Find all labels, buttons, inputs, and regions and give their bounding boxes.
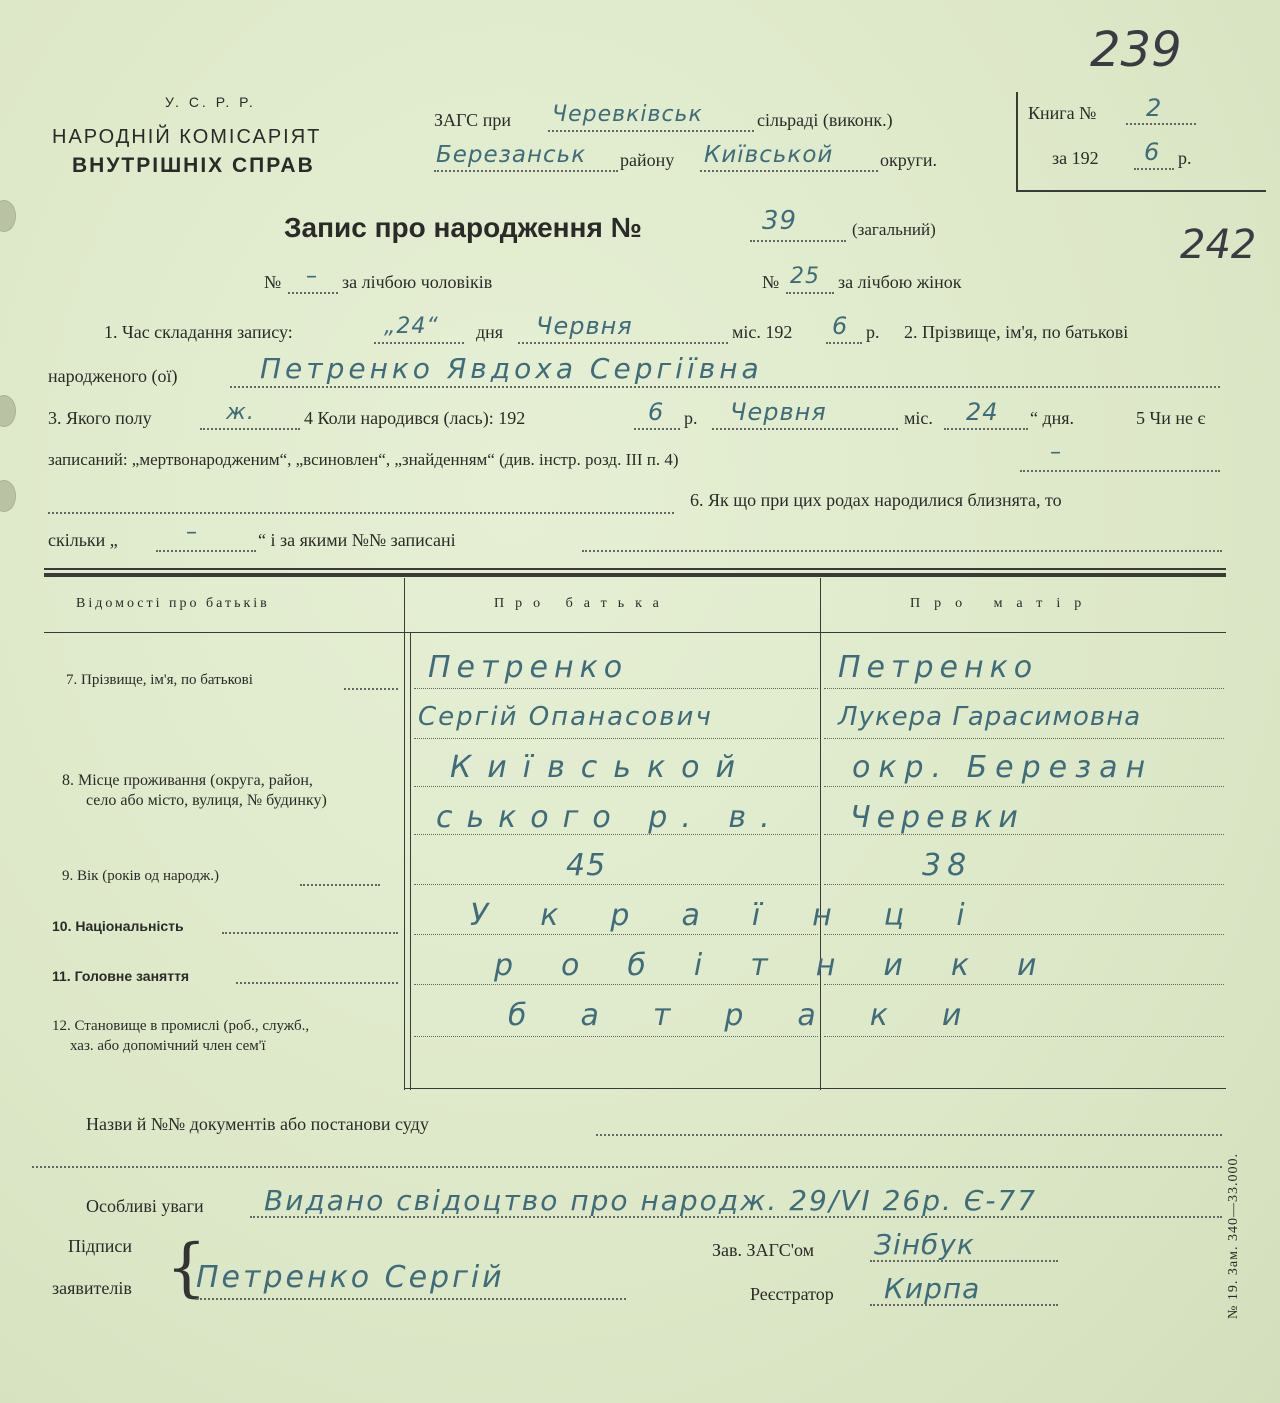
header-ussr: У. С. Р. Р. (165, 94, 256, 110)
dotted-line (824, 688, 1224, 689)
field-4-r: р. (684, 408, 698, 428)
row-12-label-b: хаз. або допомічний член сем'ї (70, 1038, 266, 1054)
row-8-label-b: село або місто, вулиця, № будинку) (86, 792, 327, 809)
women-count-value: 25 (790, 264, 820, 289)
dotted-line (200, 428, 300, 430)
child-full-name: Петренко Явдоха Сергіївна (260, 352, 763, 385)
dotted-line (374, 342, 464, 344)
parents-nationality: Українці (470, 898, 1017, 933)
dotted-line (156, 550, 256, 552)
dotted-line (944, 428, 1028, 430)
dotted-line (582, 550, 1222, 552)
women-count-prefix: № (762, 272, 780, 292)
field-1-year: 6 (832, 312, 849, 340)
book-label: Книга № (1028, 103, 1097, 123)
book-year-digit: 6 (1144, 138, 1161, 166)
header-commissariat: НАРОДНІЙ КОМІСАРІЯТ (52, 126, 322, 148)
dotted-line (548, 130, 754, 132)
book-box-bottom-border (1016, 190, 1266, 192)
women-count-label: за лічбою жінок (838, 272, 962, 292)
field-2-label: 2. Прізвище, ім'я, по батькові (904, 322, 1129, 342)
table-head-mother: Про матір (910, 596, 1096, 611)
field-5-label-b: записаний: „мертвонародженим“, „всиновлен“, „знайденням“ (див. інстр. розд. III п. 4) (48, 450, 679, 469)
field-4-day-word: “ дня. (1030, 408, 1075, 428)
dotted-line (414, 786, 818, 787)
dotted-line (344, 688, 398, 690)
header-internal-affairs: ВНУТРІШНІХ СПРАВ (72, 154, 315, 177)
dotted-line (824, 934, 1224, 935)
row-9-label: 9. Вік (років од народж.) (62, 868, 219, 884)
zags-okruha: Київськой (704, 142, 834, 168)
row-12-label-a: 12. Становище в промислі (роб., служб., (52, 1018, 310, 1034)
field-3-value: ж. (226, 400, 255, 425)
parents-position: батраки (508, 998, 1016, 1033)
men-count-value: – (306, 264, 318, 289)
field-5-label: 5 Чи не є (1136, 408, 1206, 428)
archive-page-number: 239 (1090, 22, 1182, 78)
signatures-label-b: заявителів (52, 1278, 132, 1298)
book-year-suffix: р. (1178, 148, 1192, 168)
field-5-value: – (1050, 440, 1062, 465)
dotted-line (434, 170, 618, 172)
field-1-mis: міс. 192 (732, 322, 793, 342)
mother-age: 38 (922, 848, 973, 883)
row-10-label: 10. Національність (52, 918, 184, 934)
zags-head-label: Зав. ЗАГС'ом (712, 1240, 814, 1260)
zags-suffix: сільраді (виконк.) (757, 110, 893, 130)
mother-given-name: Лукера Гарасимовна (838, 702, 1142, 732)
field-4-year: 6 (648, 398, 665, 426)
zags-district: Березанськ (436, 142, 587, 168)
table-header-divider (44, 632, 1226, 633)
punch-hole (0, 200, 16, 232)
dotted-line (712, 428, 898, 430)
mother-surname: Петренко (838, 650, 1039, 685)
field-6-label: 6. Як що при цих родах народилися близнята, то (690, 490, 1062, 510)
applicant-signature: Петренко Сергій (196, 1260, 505, 1295)
field-4-mis: міс. (904, 408, 933, 428)
table-col-divider-1b (410, 632, 411, 1090)
dotted-line (596, 1134, 1222, 1136)
table-top-border (44, 568, 1226, 570)
zags-head-signature: Зінбук (874, 1228, 975, 1261)
dotted-line (750, 240, 846, 242)
dotted-line (196, 1298, 626, 1300)
dotted-line (700, 170, 878, 172)
father-residence-a: Київськой (450, 750, 751, 785)
registrar-signature: Кирпа (884, 1272, 981, 1305)
dotted-line (824, 786, 1224, 787)
father-residence-b: ського р. в. (436, 800, 784, 835)
special-notes-label: Особливі уваги (86, 1196, 204, 1216)
table-bottom-border (404, 1088, 1226, 1089)
dotted-line (824, 884, 1224, 885)
table-head-father: Про батька (494, 596, 670, 611)
dotted-line (414, 688, 818, 689)
table-top-border-thick (44, 573, 1226, 577)
dotted-line (824, 1036, 1224, 1037)
dotted-line (300, 884, 380, 886)
parents-occupation: робітники (494, 948, 1085, 983)
field-6-label-b: скільки „ (48, 530, 118, 550)
dotted-line (786, 292, 834, 294)
dotted-line (414, 738, 818, 739)
field-1-day: „24“ (384, 314, 439, 339)
dotted-line (414, 934, 818, 935)
dotted-line (1134, 168, 1174, 170)
documents-label: Назви й №№ документів або постанови суду (86, 1114, 429, 1134)
field-4-month: Червня (730, 398, 827, 426)
row-8-label-a: 8. Місце проживання (округа, район, (62, 772, 313, 789)
signatures-label-a: Підписи (68, 1236, 133, 1256)
table-head-info: Відомості про батьків (76, 596, 270, 611)
men-count-prefix: № (264, 272, 282, 292)
table-col-divider-1 (404, 578, 405, 1090)
field-1-month: Червня (536, 312, 633, 340)
mother-residence-b: Черевки (850, 800, 1024, 835)
zags-okruha-label: округи. (880, 150, 938, 170)
dotted-line (634, 428, 680, 430)
record-title-note: (загальний) (852, 220, 936, 239)
record-title: Запис про народження № (284, 212, 642, 243)
dotted-line (236, 982, 398, 984)
zags-prefix: ЗАГС при (434, 110, 511, 130)
dotted-line (222, 932, 398, 934)
book-year-prefix: за 192 (1052, 148, 1099, 168)
zags-village-council: Черевківськ (552, 102, 703, 127)
registrar-label: Реєстратор (750, 1284, 834, 1304)
book-number: 2 (1146, 94, 1163, 122)
signatures-brace: { (166, 1231, 207, 1305)
field-1-day-word: дня (476, 322, 504, 342)
field-3-label: 3. Якого полу (48, 408, 152, 428)
dotted-line (826, 342, 862, 344)
field-6-label-c: “ і за якими №№ записані (258, 530, 456, 550)
dotted-line (32, 1166, 1222, 1168)
dotted-line (288, 292, 338, 294)
archive-alt-number: 242 (1180, 222, 1257, 268)
father-surname: Петренко (428, 650, 629, 685)
row-7-label: 7. Прізвище, ім'я, по батькові (66, 672, 253, 688)
dotted-line (824, 984, 1224, 985)
print-mark: № 19. Зам. 340—33.000. (1226, 1153, 1241, 1319)
field-4-label: 4 Коли народився (лась): 192 (304, 408, 526, 428)
special-notes-value: Видано свідоцтво про народж. 29/VI 26р. Є-77 (264, 1184, 1038, 1217)
father-age: 45 (566, 848, 607, 883)
dotted-line (414, 984, 818, 985)
zags-district-label: району (620, 150, 675, 170)
record-number: 39 (762, 206, 798, 236)
row-11-label: 11. Головне заняття (52, 968, 190, 984)
dotted-line (230, 386, 1220, 388)
dotted-line (414, 1036, 818, 1037)
father-given-name: Сергій Опанасович (418, 702, 713, 732)
dotted-line (414, 884, 818, 885)
field-1-r: р. (866, 322, 880, 342)
punch-hole (0, 395, 16, 427)
field-2-label-b: народженого (ої) (48, 366, 178, 386)
field-1-label: 1. Час складання запису: (104, 322, 293, 342)
field-4-day: 24 (966, 398, 999, 426)
mother-residence-a: окр. Березан (852, 750, 1154, 785)
men-count-label: за лічбою чоловіків (342, 272, 493, 292)
dotted-line (1126, 123, 1196, 125)
punch-hole (0, 480, 16, 512)
field-6-value: – (186, 520, 198, 545)
dotted-line (824, 738, 1224, 739)
book-box-left-border (1016, 92, 1018, 192)
dotted-line (48, 512, 674, 514)
dotted-line (518, 342, 728, 344)
dotted-line (1020, 470, 1220, 472)
